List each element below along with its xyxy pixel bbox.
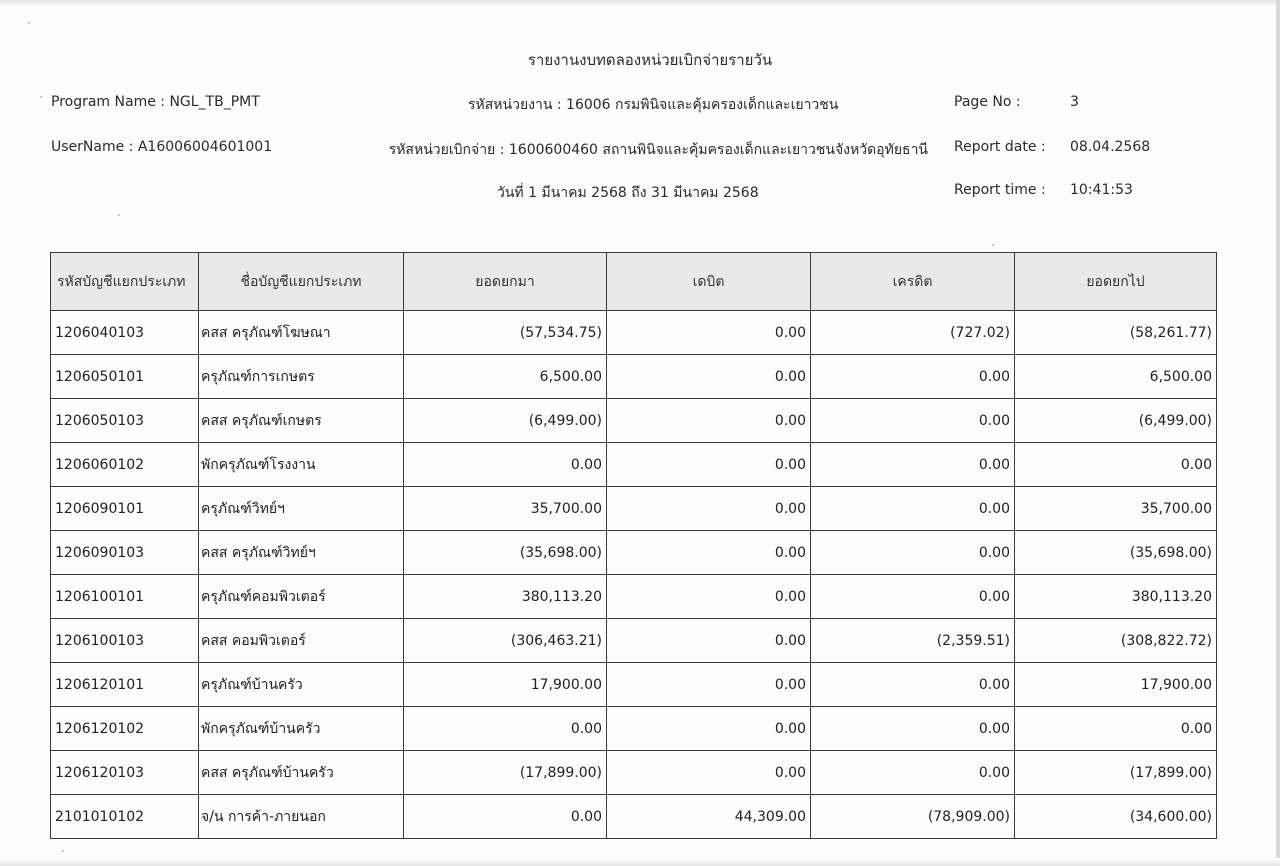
carried-forward-cell: 380,113.20 bbox=[1015, 575, 1217, 619]
scan-speck bbox=[992, 244, 994, 246]
column-header-account-name: ชื่อบัญชีแยกประเภท bbox=[199, 253, 404, 311]
trial-balance-table bbox=[50, 252, 1217, 839]
carried-forward-cell: (308,822.72) bbox=[1015, 619, 1217, 663]
page-bottom-edge bbox=[0, 858, 1280, 866]
debit-cell: 0.00 bbox=[607, 619, 811, 663]
brought-forward-cell: 380,113.20 bbox=[404, 575, 607, 619]
brought-forward-cell: (35,698.00) bbox=[404, 531, 607, 575]
column-header-account-code: รหัสบัญชีแยกประเภท bbox=[51, 253, 199, 311]
page-top-edge bbox=[0, 0, 1280, 6]
report-date-value: 08.04.2568 bbox=[1070, 139, 1151, 155]
carried-forward-cell: 6,500.00 bbox=[1015, 355, 1217, 399]
credit-cell: 0.00 bbox=[811, 575, 1015, 619]
carried-forward-cell: 0.00 bbox=[1015, 443, 1217, 487]
brought-forward-cell: 0.00 bbox=[404, 795, 607, 839]
page-no-label: Page No : bbox=[954, 94, 1021, 110]
account-code-cell: 1206100101 bbox=[51, 575, 199, 619]
account-code-cell: 2101010102 bbox=[51, 795, 199, 839]
debit-cell: 0.00 bbox=[607, 311, 811, 355]
brought-forward-cell: (57,534.75) bbox=[404, 311, 607, 355]
column-header-brought-forward: ยอดยกมา bbox=[404, 253, 607, 311]
username: UserName : A16006004601001 bbox=[51, 139, 273, 155]
disbursing-unit: รหัสหน่วยเบิกจ่าย : 1600600460 สถานพินิจและคุ้มครองเด็กและเยาวชนจังหวัดอุทัยธานี bbox=[388, 142, 928, 158]
scan-speck bbox=[28, 22, 30, 24]
carried-forward-cell: (34,600.00) bbox=[1015, 795, 1217, 839]
table-row bbox=[51, 443, 1217, 487]
account-code-cell: 1206040103 bbox=[51, 311, 199, 355]
account-name-cell: คสส ครุภัณฑ์โฆษณา bbox=[199, 311, 404, 355]
account-name-cell: คสส ครุภัณฑ์วิทย์ฯ bbox=[199, 531, 404, 575]
credit-cell: 0.00 bbox=[811, 531, 1015, 575]
account-name-cell: คสส คอมพิวเตอร์ bbox=[199, 619, 404, 663]
table-row bbox=[51, 707, 1217, 751]
credit-cell: (78,909.00) bbox=[811, 795, 1015, 839]
table-row bbox=[51, 663, 1217, 707]
account-code-cell: 1206120101 bbox=[51, 663, 199, 707]
debit-cell: 44,309.00 bbox=[607, 795, 811, 839]
account-name-cell: คสส ครุภัณฑ์เกษตร bbox=[199, 399, 404, 443]
table-header-row bbox=[51, 253, 1217, 311]
table-row bbox=[51, 619, 1217, 663]
account-name-cell: ครุภัณฑ์วิทย์ฯ bbox=[199, 487, 404, 531]
carried-forward-cell: (17,899.00) bbox=[1015, 751, 1217, 795]
account-code-cell: 1206090101 bbox=[51, 487, 199, 531]
column-header-debit: เดบิต bbox=[607, 253, 811, 311]
credit-cell: 0.00 bbox=[811, 443, 1015, 487]
credit-cell: 0.00 bbox=[811, 487, 1015, 531]
table-row bbox=[51, 399, 1217, 443]
agency-code: รหัสหน่วยงาน : 16006 กรมพินิจและคุ้มครองเด็กและเยาวชน bbox=[468, 97, 839, 113]
report-date-label: Report date : bbox=[954, 139, 1046, 155]
debit-cell: 0.00 bbox=[607, 575, 811, 619]
account-code-cell: 1206050103 bbox=[51, 399, 199, 443]
page-right-edge bbox=[1276, 0, 1280, 866]
debit-cell: 0.00 bbox=[607, 399, 811, 443]
account-name-cell: ครุภัณฑ์บ้านครัว bbox=[199, 663, 404, 707]
report-time-value: 10:41:53 bbox=[1070, 182, 1133, 198]
account-code-cell: 1206120102 bbox=[51, 707, 199, 751]
debit-cell: 0.00 bbox=[607, 487, 811, 531]
scan-speck bbox=[40, 96, 42, 98]
brought-forward-cell: (17,899.00) bbox=[404, 751, 607, 795]
scan-speck bbox=[62, 850, 64, 852]
debit-cell: 0.00 bbox=[607, 751, 811, 795]
column-header-credit: เครดิต bbox=[811, 253, 1015, 311]
brought-forward-cell: 17,900.00 bbox=[404, 663, 607, 707]
credit-cell: (727.02) bbox=[811, 311, 1015, 355]
brought-forward-cell: (6,499.00) bbox=[404, 399, 607, 443]
carried-forward-cell: (6,499.00) bbox=[1015, 399, 1217, 443]
debit-cell: 0.00 bbox=[607, 531, 811, 575]
carried-forward-cell: 0.00 bbox=[1015, 707, 1217, 751]
debit-cell: 0.00 bbox=[607, 663, 811, 707]
table-row bbox=[51, 751, 1217, 795]
table-row bbox=[51, 487, 1217, 531]
carried-forward-cell: (35,698.00) bbox=[1015, 531, 1217, 575]
account-code-cell: 1206090103 bbox=[51, 531, 199, 575]
credit-cell: 0.00 bbox=[811, 355, 1015, 399]
brought-forward-cell: (306,463.21) bbox=[404, 619, 607, 663]
report-time-label: Report time : bbox=[954, 182, 1046, 198]
debit-cell: 0.00 bbox=[607, 707, 811, 751]
account-name-cell: ครุภัณฑ์คอมพิวเตอร์ bbox=[199, 575, 404, 619]
table-row bbox=[51, 311, 1217, 355]
account-code-cell: 1206120103 bbox=[51, 751, 199, 795]
account-code-cell: 1206050101 bbox=[51, 355, 199, 399]
debit-cell: 0.00 bbox=[607, 355, 811, 399]
date-range: วันที่ 1 มีนาคม 2568 ถึง 31 มีนาคม 2568 bbox=[497, 185, 759, 201]
program-name: Program Name : NGL_TB_PMT bbox=[51, 94, 260, 110]
report-title: รายงานงบทดลองหน่วยเบิกจ่ายรายวัน bbox=[527, 51, 773, 69]
scan-speck bbox=[118, 214, 120, 216]
brought-forward-cell: 35,700.00 bbox=[404, 487, 607, 531]
account-name-cell: พักครุภัณฑ์บ้านครัว bbox=[199, 707, 404, 751]
credit-cell: 0.00 bbox=[811, 751, 1015, 795]
account-name-cell: ครุภัณฑ์การเกษตร bbox=[199, 355, 404, 399]
table-row bbox=[51, 575, 1217, 619]
table-row bbox=[51, 531, 1217, 575]
credit-cell: (2,359.51) bbox=[811, 619, 1015, 663]
debit-cell: 0.00 bbox=[607, 443, 811, 487]
carried-forward-cell: (58,261.77) bbox=[1015, 311, 1217, 355]
page-no-value: 3 bbox=[1070, 94, 1079, 110]
account-name-cell: พักครุภัณฑ์โรงงาน bbox=[199, 443, 404, 487]
table-row bbox=[51, 795, 1217, 839]
brought-forward-cell: 6,500.00 bbox=[404, 355, 607, 399]
credit-cell: 0.00 bbox=[811, 399, 1015, 443]
credit-cell: 0.00 bbox=[811, 663, 1015, 707]
credit-cell: 0.00 bbox=[811, 707, 1015, 751]
account-name-cell: คสส ครุภัณฑ์บ้านครัว bbox=[199, 751, 404, 795]
account-code-cell: 1206100103 bbox=[51, 619, 199, 663]
table-row bbox=[51, 355, 1217, 399]
account-name-cell: จ/น การค้า-ภายนอก bbox=[199, 795, 404, 839]
brought-forward-cell: 0.00 bbox=[404, 443, 607, 487]
carried-forward-cell: 35,700.00 bbox=[1015, 487, 1217, 531]
account-code-cell: 1206060102 bbox=[51, 443, 199, 487]
column-header-carried-forward: ยอดยกไป bbox=[1015, 253, 1217, 311]
table-body bbox=[51, 311, 1217, 839]
brought-forward-cell: 0.00 bbox=[404, 707, 607, 751]
carried-forward-cell: 17,900.00 bbox=[1015, 663, 1217, 707]
